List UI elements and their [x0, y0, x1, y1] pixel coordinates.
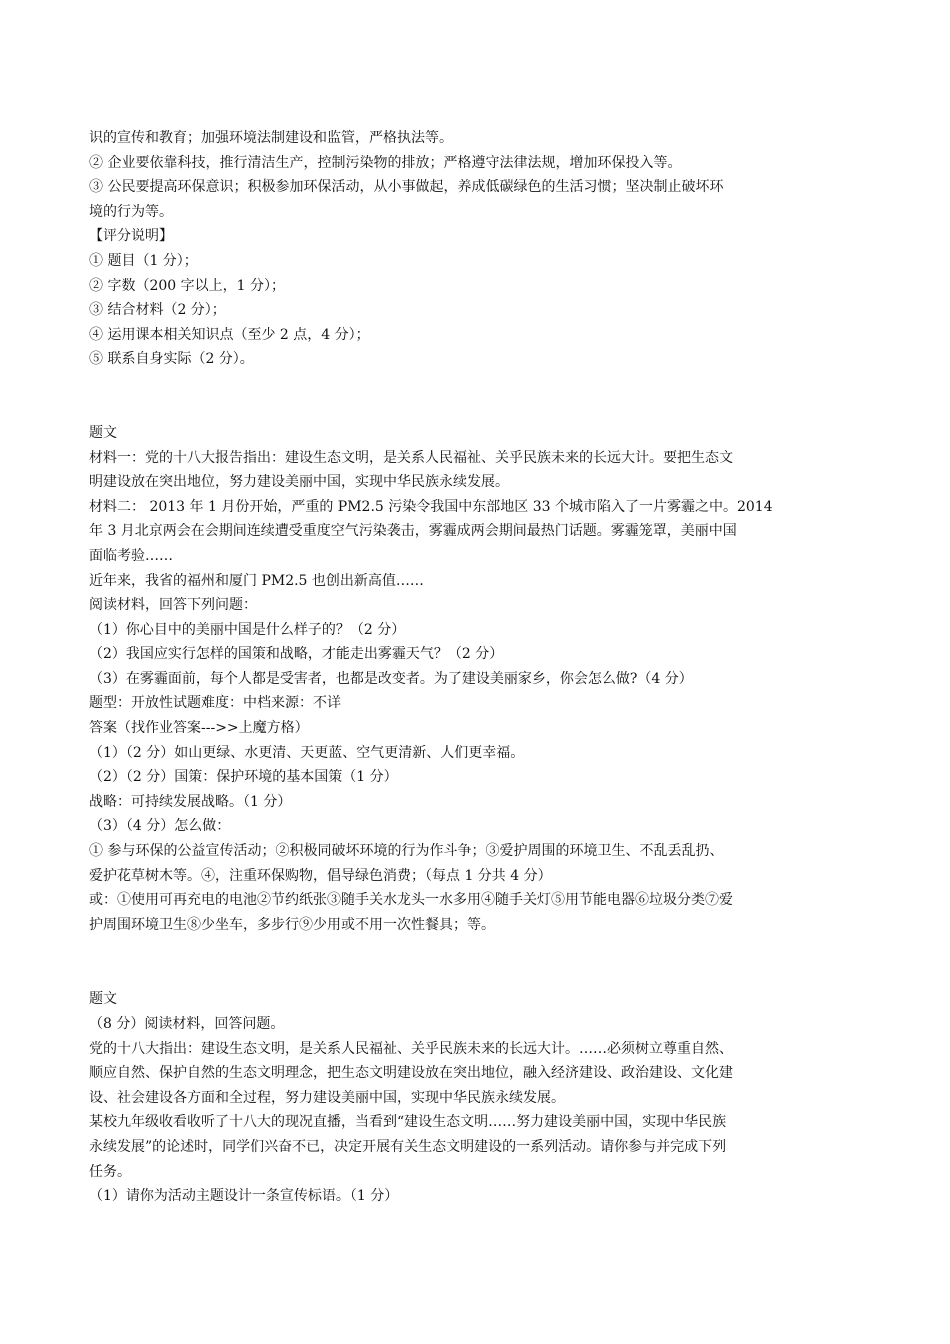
scoring-heading: 【评分说明】 — [89, 228, 173, 245]
question-block-3 — [89, 987, 864, 1208]
text-line: 阅读材料，回答下列问题： — [89, 597, 257, 614]
question-meta: 题型：开放性试题难度：中档来源：不详 — [89, 695, 341, 712]
text-line: 永续发展”的论述时，同学们兴奋不已，决定开展有关生态文明建设的一系列活动。请你参与并完成下列 — [89, 1138, 727, 1155]
text-line: （8 分）阅读材料，回答问题。 — [89, 1016, 285, 1032]
question-item: （3）在雾霾面前，每个人都是受害者，也都是改变者。为了建设美丽家乡，你会怎么做?（4 分） — [89, 670, 693, 687]
spacer — [89, 937, 864, 987]
answer-line: （2）（2 分）国策：保护环境的基本国策（1 分） — [89, 769, 398, 786]
section-label: 题文 — [89, 991, 117, 1008]
text-line: 境的行为等。 — [89, 203, 173, 220]
answer-line: 护周围环境卫生⑧少坐车，多步行⑨少用或不用一次性餐具；等。 — [89, 916, 495, 933]
question-item: （2）我国应实行怎样的国策和战略，才能走出雾霾天气？（2 分） — [89, 646, 504, 663]
scoring-item: ① 题目（1 分）； — [89, 252, 198, 269]
scoring-item: ② 字数（200 字以上，1 分）； — [89, 277, 285, 294]
scoring-item: ⑤ 联系自身实际（2 分）。 — [89, 351, 254, 368]
answer-line: （1）（2 分）如山更绿、水更清、天更蓝、空气更清新、人们更幸福。 — [89, 744, 525, 761]
text-line: 顺应自然、保护自然的生态文明理念，把生态文明建设放在突出地位，融入经济建设、政治建设、文化建 — [89, 1065, 733, 1082]
scoring-item: ④ 运用课本相关知识点（至少 2 点，4 分）； — [89, 326, 370, 343]
text-line: 年 3 月北京两会在会期间连续遭受重度空气污染袭击，雾霾成两会期间最热门话题。雾霾笼罩，美丽中国 — [89, 523, 737, 540]
answer-line: 战略：可持续发展战略。（1 分） — [89, 793, 292, 810]
text-line: 材料二： 2013 年 1 月份开始，严重的 PM2.5 污染令我国中东部地区 33 个城市陷入了一片雾霾之中。2014 — [89, 498, 773, 515]
text-line: ③ 公民要提高环保意识；积极参加环保活动，从小事做起，养成低碳绿色的生活习惯；坚决制止破坏环 — [89, 179, 724, 196]
answer-continuation-block — [89, 126, 864, 372]
answer-line: ① 参与环保的公益宣传活动；②积极同破坏环境的行为作斗争；③爱护周围的环境卫生、不乱丢乱扔、 — [89, 843, 724, 860]
spacer — [89, 372, 864, 421]
scoring-item: ③ 结合材料（2 分）； — [89, 302, 226, 319]
question-block-2 — [89, 421, 864, 937]
text-line: 材料一：党的十八大报告指出：建设生态文明，是关系人民福祉、关乎民族未来的长远大计。要把生态文 — [89, 449, 733, 466]
text-line: 设、社会建设各方面和全过程，努力建设美丽中国，实现中华民族永续发展。 — [89, 1089, 565, 1106]
text-line: 识的宣传和教育；加强环境法制建设和监管，严格执法等。 — [89, 130, 453, 146]
answer-line: 爱护花草树木等。④，注重环保购物，倡导绿色消费；（每点 1 分共 4 分） — [89, 867, 552, 884]
question-item: （1）你心目中的美丽中国是什么样子的？（2 分） — [89, 621, 406, 638]
question-item: （1）请你为活动主题设计一条宣传标语。（1 分） — [89, 1188, 399, 1205]
answer-line: （3）（4 分）怎么做： — [89, 818, 231, 835]
text-line: 党的十八大指出：建设生态文明，是关系人民福祉、关乎民族未来的长远大计。……必须树立尊重自然、 — [89, 1040, 733, 1057]
text-line: 面临考验…… — [89, 547, 173, 564]
text-line: ② 企业要依靠科技，推行清洁生产，控制污染物的排放；严格遵守法律法规，增加环保投入等。 — [89, 154, 682, 171]
answer-heading: 答案（找作业答案--->>上魔方格） — [89, 720, 309, 737]
document-content — [89, 126, 864, 1209]
section-label: 题文 — [89, 424, 117, 441]
text-line: 近年来，我省的福州和厦门 PM2.5 也创出新高值…… — [89, 572, 424, 589]
text-line: 明建设放在突出地位，努力建设美丽中国，实现中华民族永续发展。 — [89, 474, 509, 491]
answer-line: 或：①使用可再充电的电池②节约纸张③随手关水龙头一水多用④随手关灯⑤用节能电器⑥垃圾分类⑦爱 — [89, 892, 733, 909]
text-line: 某校九年级收看收听了十八大的现况直播，当看到“建设生态文明……努力建设美丽中国，实现中华民族 — [89, 1114, 727, 1131]
text-line: 任务。 — [89, 1163, 131, 1180]
